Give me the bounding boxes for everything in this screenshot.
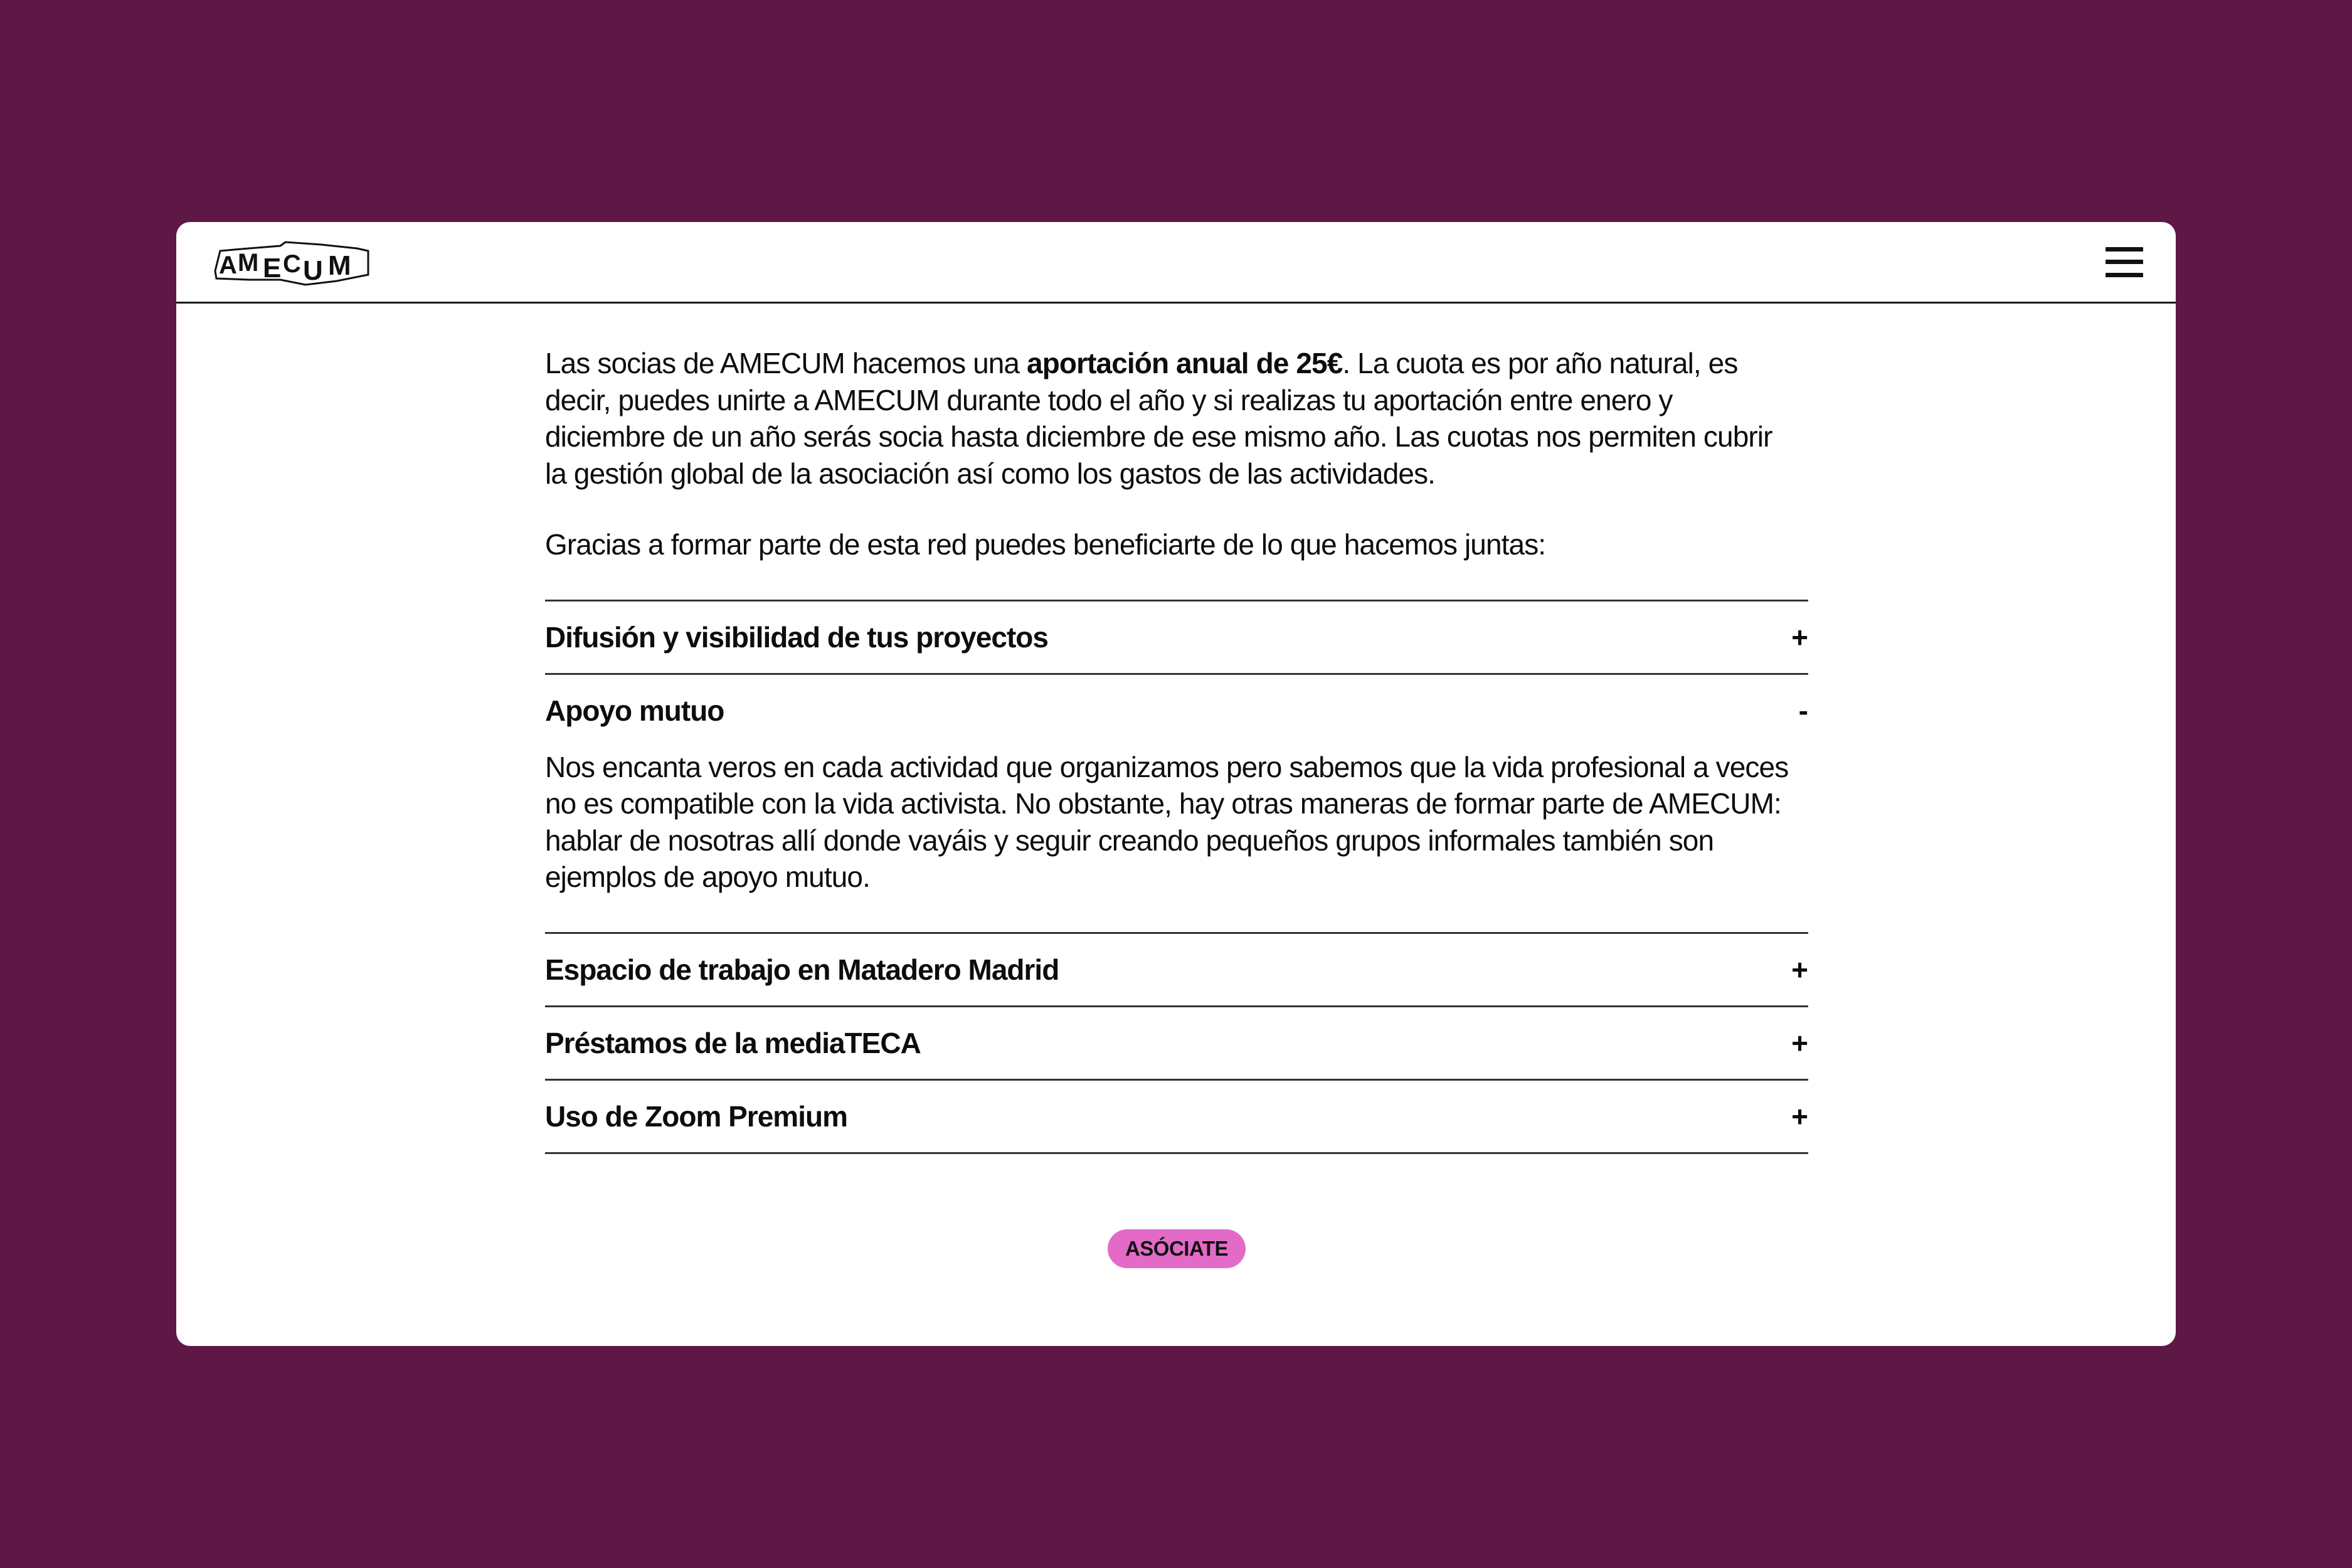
accordion-header-mediateca[interactable] (545, 1007, 1808, 1079)
amecum-logo[interactable] (211, 240, 372, 287)
accordion-title: Préstamos de la mediaTECA (545, 1026, 921, 1059)
hamburger-menu-icon[interactable] (2106, 245, 2143, 280)
svg-text:M: M (238, 249, 259, 277)
svg-text:C: C (283, 250, 301, 278)
intro-text-start: Las socias de AMECUM hacemos una (545, 347, 1027, 379)
svg-text:U: U (303, 255, 323, 286)
main-content (545, 345, 1808, 1268)
annual-fee-highlight: aportación anual de 25€ (1027, 347, 1343, 379)
svg-text:A: A (219, 252, 237, 279)
site-header (176, 222, 2176, 304)
accordion-item-zoom (545, 1081, 1808, 1154)
accordion-item-difusion (545, 601, 1808, 675)
accordion-header-espacio-trabajo[interactable] (545, 934, 1808, 1005)
accordion-item-mediateca (545, 1007, 1808, 1081)
accordion-body-apoyo-mutuo: Nos encanta veros en cada actividad que organizamos pero sabemos que la vida profesional a veces no es compatible con la vida activista. No obstante, hay otras maneras de formar parte de AMECUM: hablar de nosotras allí donde vayáis y seguir creando pequeños grupos informales también son ejemplos de apoyo mutuo. (545, 750, 1789, 893)
svg-text:M: M (328, 250, 351, 281)
benefits-accordion (545, 600, 1808, 1154)
join-button[interactable]: ASÓCIATE (1108, 1229, 1246, 1268)
expand-icon[interactable]: + (1791, 1099, 1808, 1133)
collapse-icon[interactable]: - (1798, 694, 1808, 727)
accordion-title: Apoyo mutuo (545, 694, 724, 727)
page-window (176, 222, 2176, 1346)
accordion-header-zoom[interactable] (545, 1081, 1808, 1152)
benefits-lead-paragraph: Gracias a formar parte de esta red puedes beneficiarte de lo que hacemos juntas: (545, 528, 1546, 561)
expand-icon[interactable]: + (1791, 620, 1808, 654)
intro-text-end: . La cuota es por año natural, es decir, puedes unirte a AMECUM durante todo el año y si realizas tu aportación entre enero y diciembre de un año serás socia hasta diciembre de ese mismo año. Las cuotas nos permiten cubrir la gestión global de la asociación así como los gastos de las actividades. (545, 347, 1772, 490)
accordion-item-espacio-trabajo (545, 934, 1808, 1007)
accordion-title: Uso de Zoom Premium (545, 1099, 847, 1133)
svg-text:E: E (263, 253, 282, 283)
accordion-title: Difusión y visibilidad de tus proyectos (545, 620, 1048, 654)
accordion-item-apoyo-mutuo (545, 675, 1808, 934)
expand-icon[interactable]: + (1791, 1026, 1808, 1059)
cta-container (545, 1229, 1808, 1268)
accordion-header-apoyo-mutuo[interactable] (545, 675, 1808, 746)
membership-fee-paragraph (545, 345, 1793, 492)
expand-icon[interactable]: + (1791, 953, 1808, 986)
accordion-header-difusion[interactable] (545, 601, 1808, 673)
accordion-title: Espacio de trabajo en Matadero Madrid (545, 953, 1059, 986)
